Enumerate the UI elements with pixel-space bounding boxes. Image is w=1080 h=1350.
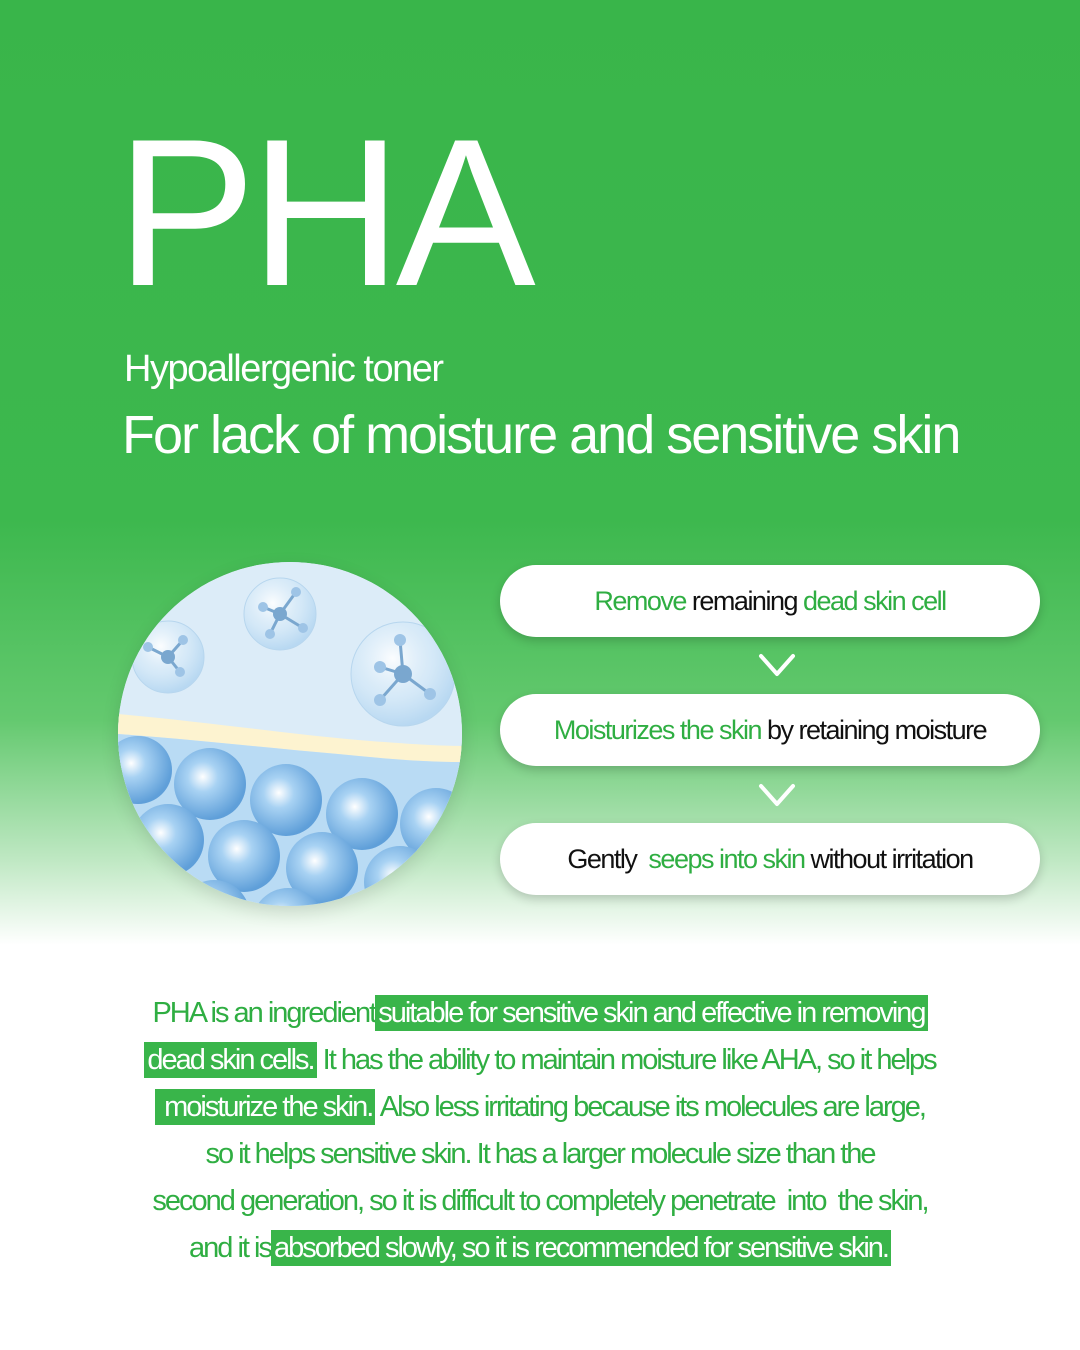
illustration-graphic bbox=[118, 562, 462, 906]
benefit-1-highlight-a: Remove bbox=[594, 585, 686, 616]
description-line: so it helps sensitive skin. It has a larger molecule size than the bbox=[205, 1138, 875, 1170]
skin-molecule-illustration bbox=[118, 562, 462, 906]
description-highlight: suitable for sensitive skin and effective in removing bbox=[375, 995, 927, 1031]
product-headline: For lack of moisture and sensitive skin bbox=[122, 405, 960, 465]
description-text: and it is bbox=[189, 1232, 271, 1264]
description-paragraph bbox=[60, 990, 1020, 1272]
benefit-3-text-a: Gently bbox=[567, 843, 649, 874]
benefit-1-highlight-b: dead skin cell bbox=[803, 585, 946, 616]
benefit-moisturizes bbox=[500, 694, 1040, 766]
chevron-down-icon bbox=[757, 652, 797, 680]
description-highlight: absorbed slowly, so it is recommended for sensitive skin. bbox=[271, 1230, 891, 1266]
molecule-bubble bbox=[244, 578, 316, 650]
description-text: Also less irritating because its molecules are large, bbox=[375, 1091, 925, 1123]
benefit-3-highlight: seeps into skin bbox=[648, 843, 805, 874]
benefit-3-text-b: without irritation bbox=[804, 843, 973, 874]
chevron-down-icon bbox=[757, 782, 797, 810]
description-line: second generation, so it is difficult to completely penetrate into the skin, bbox=[152, 1185, 928, 1217]
benefit-1-text: remaining bbox=[685, 585, 803, 616]
description-line bbox=[60, 1225, 1020, 1272]
description-highlight: dead skin cells. bbox=[144, 1042, 316, 1078]
description-line bbox=[60, 1084, 1020, 1131]
description-text: PHA is an ingredient bbox=[152, 997, 376, 1029]
page-title: PHA bbox=[116, 95, 530, 330]
benefit-gentle bbox=[500, 823, 1040, 895]
description-text: It has the ability to maintain moisture like AHA, so it helps bbox=[316, 1044, 936, 1076]
description-highlight: moisturize the skin. bbox=[155, 1089, 375, 1125]
benefit-2-highlight: Moisturizes the skin bbox=[553, 714, 761, 745]
description-line bbox=[60, 990, 1020, 1037]
description-line bbox=[60, 1037, 1020, 1084]
benefit-remove-dead-skin bbox=[500, 565, 1040, 637]
benefit-2-text: by retaining moisture bbox=[760, 714, 987, 745]
product-subtitle: Hypoallergenic toner bbox=[124, 348, 443, 390]
